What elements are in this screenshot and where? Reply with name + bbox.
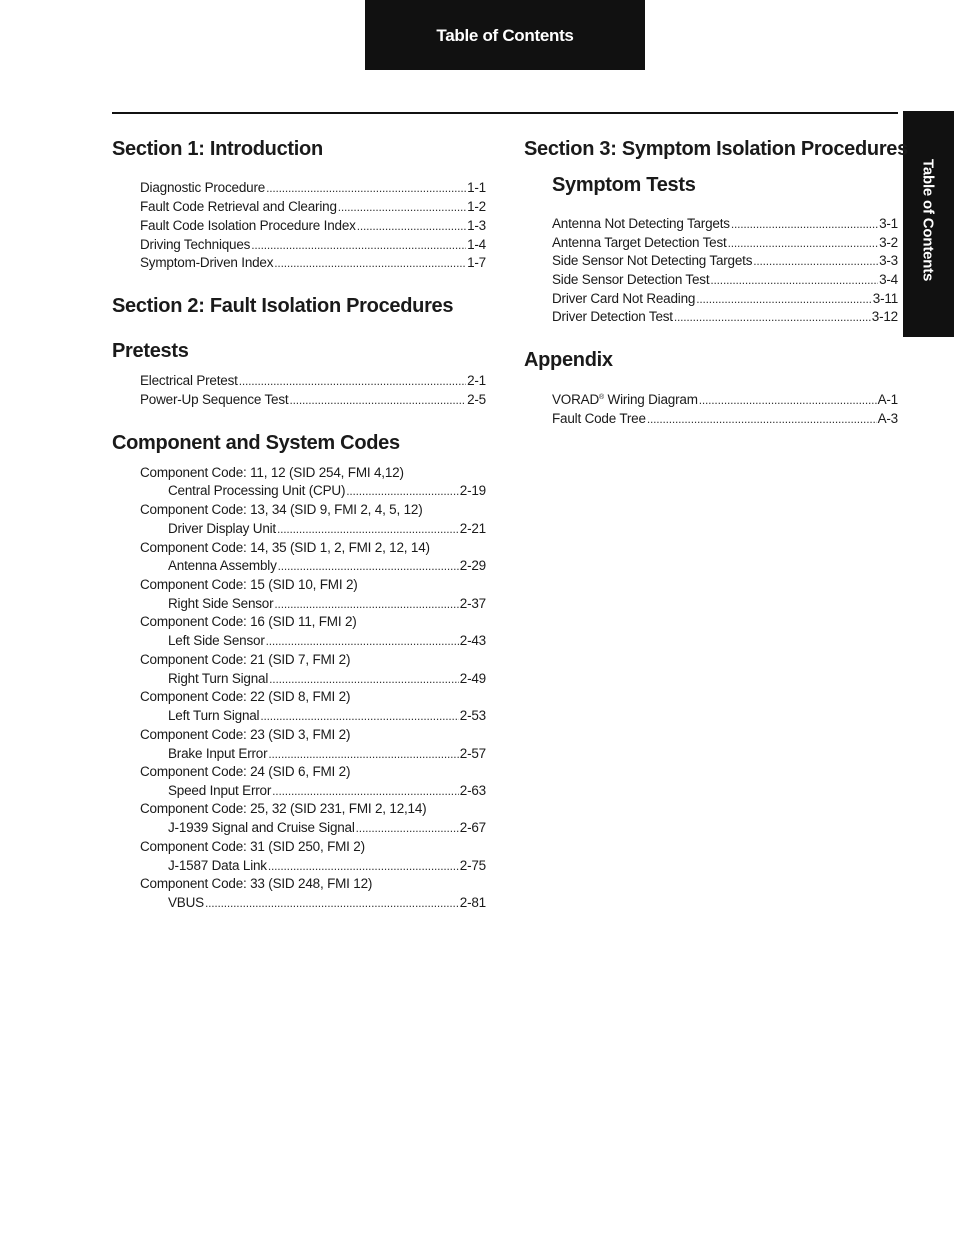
toc-entry[interactable]	[168, 708, 486, 726]
leader-dots	[274, 256, 466, 270]
toc-entry-page: 3-2	[879, 235, 898, 250]
toc-entry-page: 3-3	[879, 253, 898, 268]
leader-dots	[268, 747, 458, 761]
toc-entry-label: VBUS	[168, 895, 204, 910]
toc-entry-page: 1-3	[467, 218, 486, 233]
toc-entry-page: 3-1	[879, 216, 898, 231]
wiring-diagram-label: Wiring Diagram	[603, 392, 698, 407]
toc-entry[interactable]	[552, 216, 898, 234]
component-code-line: Component Code: 23 (SID 3, FMI 2)	[140, 727, 351, 742]
toc-entry-label: Driving Techniques	[140, 237, 251, 252]
toc-entry[interactable]	[168, 746, 486, 764]
toc-entry[interactable]	[552, 392, 898, 410]
toc-entry[interactable]	[552, 309, 898, 327]
toc-entry-label: Power-Up Sequence Test	[140, 392, 289, 407]
toc-entry[interactable]	[140, 237, 486, 255]
toc-entry-label: Driver Detection Test	[552, 309, 673, 324]
toc-entry[interactable]	[168, 820, 486, 838]
toc-entry-page: 1-7	[467, 255, 486, 270]
section3-title: Section 3: Symptom Isolation Procedures	[524, 138, 908, 160]
toc-entry-page: 3-11	[872, 291, 898, 306]
leader-dots	[338, 200, 466, 214]
header-rule	[112, 112, 898, 114]
toc-entry[interactable]	[168, 783, 486, 801]
toc-entry-label: Right Turn Signal	[168, 671, 269, 686]
toc-entry-label: Right Side Sensor	[168, 596, 274, 611]
toc-entry[interactable]	[168, 483, 486, 501]
component-code-line: Component Code: 25, 32 (SID 231, FMI 2, 12,14)	[140, 801, 427, 816]
side-tab	[903, 111, 954, 337]
toc-entry-page: 2-67	[459, 820, 486, 835]
toc-entry-label: Left Turn Signal	[168, 708, 260, 723]
leader-dots	[251, 238, 466, 252]
toc-entry[interactable]	[168, 633, 486, 651]
toc-entry-label: Central Processing Unit (CPU)	[168, 483, 346, 498]
component-code-line: Component Code: 11, 12 (SID 254, FMI 4,12)	[140, 465, 404, 480]
header-tab: Table of Contents	[365, 0, 645, 70]
toc-entry-page: A-1	[877, 392, 898, 407]
toc-entry-label: J-1587 Data Link	[168, 858, 267, 873]
component-code-line: Component Code: 15 (SID 10, FMI 2)	[140, 577, 358, 592]
leader-dots	[277, 522, 459, 536]
toc-entry-label: Driver Card Not Reading	[552, 291, 696, 306]
leader-dots	[356, 821, 459, 835]
component-code-line: Component Code: 14, 35 (SID 1, 2, FMI 2, 12, 14)	[140, 540, 430, 555]
toc-entry-label: Diagnostic Procedure	[140, 180, 266, 195]
leader-dots	[728, 236, 879, 250]
leader-dots	[239, 374, 466, 388]
toc-entry-label: Fault Code Retrieval and Clearing	[140, 199, 337, 214]
toc-entry[interactable]	[168, 858, 486, 876]
leader-dots	[674, 310, 871, 324]
leader-dots	[696, 292, 872, 306]
component-codes-title: Component and System Codes	[112, 432, 400, 454]
toc-entry[interactable]	[552, 253, 898, 271]
leader-dots	[274, 597, 458, 611]
toc-entry[interactable]	[552, 291, 898, 309]
toc-entry-label: Symptom-Driven Index	[140, 255, 274, 270]
toc-entry-page: 2-1	[467, 373, 486, 388]
toc-entry-page: 2-29	[459, 558, 486, 573]
leader-dots	[357, 219, 466, 233]
pretests-title: Pretests	[112, 340, 189, 362]
leader-dots	[272, 784, 459, 798]
toc-entry-label: Side Sensor Detection Test	[552, 272, 710, 287]
component-code-line: Component Code: 24 (SID 6, FMI 2)	[140, 764, 351, 779]
toc-entry-label: Fault Code Isolation Procedure Index	[140, 218, 356, 233]
toc-entry-page: A-3	[877, 411, 898, 426]
toc-entry-page: 2-19	[459, 483, 486, 498]
appendix-title: Appendix	[524, 349, 613, 371]
leader-dots	[647, 412, 877, 426]
registered-mark: ®	[599, 394, 604, 401]
toc-entry-page: 2-75	[459, 858, 486, 873]
toc-entry[interactable]	[168, 596, 486, 614]
toc-entry-page: 1-1	[467, 180, 486, 195]
leader-dots	[699, 393, 877, 407]
leader-dots	[753, 254, 878, 268]
component-code-line: Component Code: 33 (SID 248, FMI 12)	[140, 876, 373, 891]
toc-entry-page: 3-12	[871, 309, 898, 324]
section2-title: Section 2: Fault Isolation Procedures	[112, 295, 454, 317]
toc-entry-page: 1-2	[467, 199, 486, 214]
component-code-line: Component Code: 22 (SID 8, FMI 2)	[140, 689, 351, 704]
leader-dots	[346, 484, 459, 498]
toc-entry[interactable]	[552, 272, 898, 290]
symptom-tests-title: Symptom Tests	[552, 174, 696, 196]
toc-entry-page: 2-63	[459, 783, 486, 798]
toc-entry[interactable]	[168, 671, 486, 689]
leader-dots	[266, 634, 459, 648]
toc-entry-page: 2-21	[459, 521, 486, 536]
leader-dots	[278, 559, 459, 573]
leader-dots	[205, 896, 459, 910]
component-code-line: Component Code: 21 (SID 7, FMI 2)	[140, 652, 351, 667]
toc-entry-label	[552, 392, 698, 407]
toc-entry-label: Side Sensor Not Detecting Targets	[552, 253, 753, 268]
toc-entry-label: Antenna Target Detection Test	[552, 235, 727, 250]
toc-entry-label: Brake Input Error	[168, 746, 268, 761]
toc-entry-label: Electrical Pretest	[140, 373, 238, 388]
toc-entry-page: 2-57	[459, 746, 486, 761]
toc-entry[interactable]	[168, 558, 486, 576]
leader-dots	[289, 393, 466, 407]
toc-entry-page: 2-53	[459, 708, 486, 723]
toc-entry-page: 2-49	[459, 671, 486, 686]
leader-dots	[269, 672, 459, 686]
toc-entry-page: 2-5	[467, 392, 486, 407]
toc-entry-page: 2-81	[459, 895, 486, 910]
toc-entry[interactable]	[140, 199, 486, 217]
component-code-line: Component Code: 16 (SID 11, FMI 2)	[140, 614, 357, 629]
toc-entry[interactable]	[140, 392, 486, 410]
toc-entry[interactable]	[140, 180, 486, 198]
leader-dots	[731, 217, 878, 231]
toc-entry[interactable]	[140, 373, 486, 391]
toc-entry[interactable]	[168, 895, 486, 913]
component-code-line: Component Code: 13, 34 (SID 9, FMI 2, 4, 5, 12)	[140, 502, 423, 517]
leader-dots	[260, 709, 458, 723]
toc-entry[interactable]	[140, 255, 486, 273]
toc-entry-label: J-1939 Signal and Cruise Signal	[168, 820, 355, 835]
toc-entry-label: Driver Display Unit	[168, 521, 276, 536]
vorad-label: VORAD	[552, 392, 600, 407]
leader-dots	[266, 181, 466, 195]
side-tab-label: Table of Contents	[919, 159, 937, 282]
toc-entry[interactable]	[140, 218, 486, 236]
section1-title: Section 1: Introduction	[112, 138, 323, 160]
toc-entry-label: Fault Code Tree	[552, 411, 646, 426]
toc-entry-page: 2-43	[459, 633, 486, 648]
toc-entry-label: Left Side Sensor	[168, 633, 265, 648]
toc-entry-page: 2-37	[459, 596, 486, 611]
toc-entry-label: Antenna Not Detecting Targets	[552, 216, 730, 231]
leader-dots	[268, 859, 459, 873]
toc-entry-page: 1-4	[467, 237, 486, 252]
leader-dots	[710, 273, 878, 287]
toc-entry-page: 3-4	[879, 272, 898, 287]
toc-entry[interactable]	[552, 235, 898, 253]
toc-entry[interactable]	[168, 521, 486, 539]
toc-entry-label: Speed Input Error	[168, 783, 272, 798]
toc-entry[interactable]	[552, 411, 898, 429]
toc-entry-label: Antenna Assembly	[168, 558, 277, 573]
component-code-line: Component Code: 31 (SID 250, FMI 2)	[140, 839, 365, 854]
